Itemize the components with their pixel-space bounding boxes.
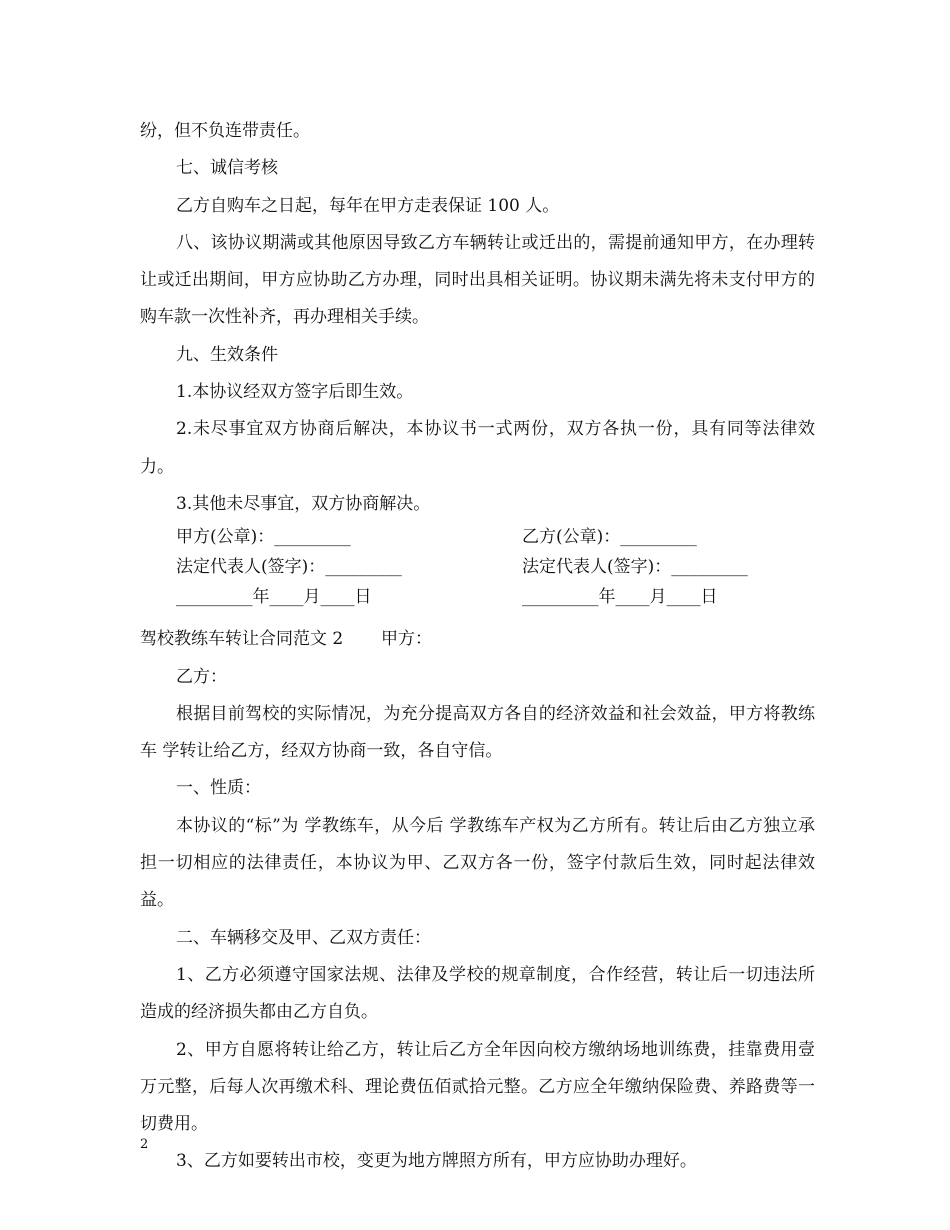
party-b-date: _________年____月____日 [522,587,718,608]
paragraph: 2.未尽事宜双方协商后解决，本协议书一式两份，双方各执一份，具有同等法律效力。 [140,419,815,477]
signature-row [140,583,815,612]
party-a-date: _________年____月____日 [176,587,372,608]
section-heading-responsibilities: 二、车辆移交及甲、乙双方责任： [176,927,431,948]
paragraph: 本协议的“标”为 学教练车，从今后 学教练车产权为乙方所有。转让后由乙方独立承担一切相应的法律责任，本协议为甲、乙双方各一份，签字付款后生效，同时起法律效益。 [140,815,815,911]
party-b-seal: 乙方(公章)：_________ [522,527,697,548]
party-a-seal: 甲方(公章)：_________ [176,527,351,548]
paragraph: 八、该协议期满或其他原因导致乙方车辆转让或迁出的，需提前通知甲方，在办理转让或迁出期间，甲方应协助乙方办理，同时出具相关证明。协议期未满先将未支付甲方的购车款一次性补齐，再办理相关手续。 [140,232,815,328]
signature-row [140,523,815,552]
paragraph: 1.本协议经双方签字后即生效。 [176,382,414,403]
party-a-representative: 法定代表人(签字)：_________ [176,557,402,578]
section-heading-integrity: 七、诚信考核 [176,158,278,179]
paragraph: 乙方自购车之日起，每年在甲方走表保证 100 人。 [176,195,560,216]
paragraph: 3、乙方如要转出市校，变更为地方牌照方所有，甲方应协助办理好。 [176,1151,697,1172]
section-heading-effect: 九、生效条件 [176,344,278,365]
paragraph: 3.其他未尽事宜，双方协商解决。 [176,493,431,514]
signature-row [140,553,815,582]
paragraph-continuation: 纷，但不负连带责任。 [140,121,310,141]
page-number: 2 [140,1137,149,1152]
paragraph: 1、乙方必须遵守国家法规、法律及学校的规章制度，合作经营，转让后一切违法所造成的经济损失都由乙方自负。 [140,964,815,1023]
paragraph: 乙方： [176,666,227,687]
section-heading-nature: 一、性质： [176,778,261,799]
document-body [140,113,815,1181]
second-contract-title: 驾校教练车转让合同范文 2 甲方： [140,629,433,650]
paragraph: 根据目前驾校的实际情况，为充分提高双方各自的经济效益和社会效益，甲方将教练车 学转让给乙方，经双方协商一致，各自守信。 [140,703,815,762]
party-b-representative: 法定代表人(签字)：_________ [522,557,748,578]
paragraph: 2、甲方自愿将转让给乙方，转让后乙方全年因向校方缴纳场地训练费，挂靠费用壹万元整，后每人次再缴术科、理论费伍佰贰拾元整。乙方应全年缴纳保险费、养路费等一切费用。 [140,1039,815,1135]
